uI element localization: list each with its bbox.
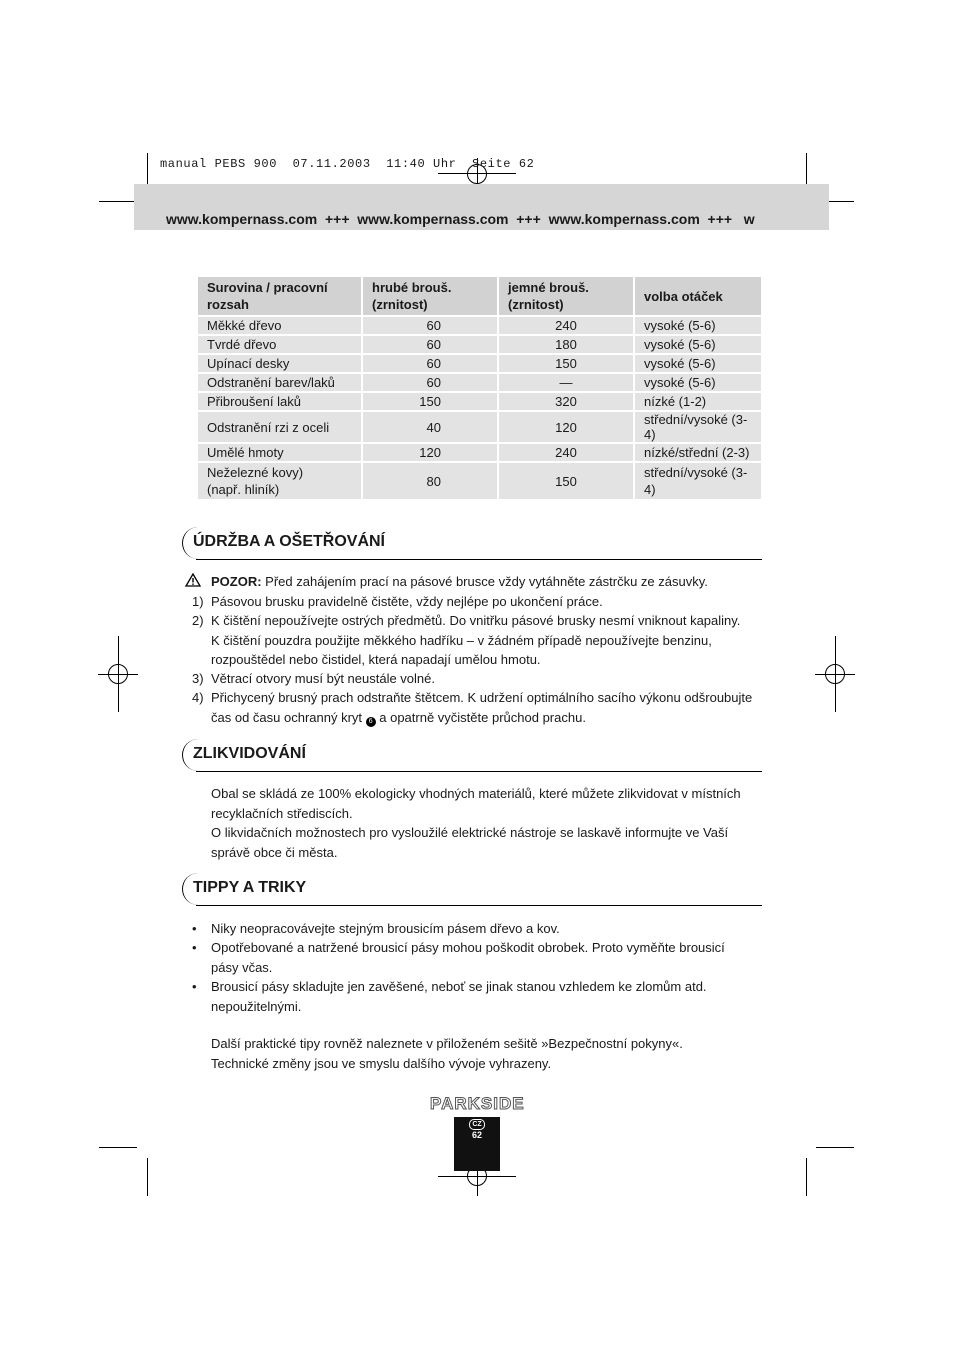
list-item-number: 3) bbox=[192, 671, 204, 686]
page-number: 62 bbox=[471, 1130, 482, 1140]
list-item-number: 1) bbox=[192, 594, 204, 609]
table-cell: Tvrdé dřevo bbox=[197, 335, 362, 354]
table-cell: 150 bbox=[498, 354, 634, 373]
website-banner bbox=[134, 184, 829, 230]
table-cell: 60 bbox=[362, 373, 498, 392]
table-cell: vysoké (5-6) bbox=[634, 316, 762, 335]
disposal-paragraph: Obal se skládá ze 100% ekologicky vhodných materiálů, které můžete zlikvidovat v místních recyklačních střediscích. O likvidačních možnostech pro vysloužilé elektrické nástroje se laskavě informujte ve Vaší správě obce či města. bbox=[211, 786, 741, 860]
table-row bbox=[197, 373, 762, 392]
table-cell: střední/vysoké (3-4) bbox=[634, 411, 762, 443]
column-header: volba otáček bbox=[634, 276, 762, 316]
page-badge bbox=[454, 1117, 500, 1171]
table-cell: 180 bbox=[498, 335, 634, 354]
table-cell: 240 bbox=[498, 443, 634, 462]
heading-rule bbox=[196, 559, 762, 560]
registration-mark bbox=[108, 664, 128, 684]
column-header: hrubé brouš. (zrnitost) bbox=[362, 276, 498, 316]
table-row bbox=[197, 354, 762, 373]
part-marker-icon: 6 bbox=[366, 717, 376, 727]
bullet-icon: • bbox=[192, 921, 197, 936]
table-cell: Měkké dřevo bbox=[197, 316, 362, 335]
heading-rule bbox=[196, 771, 762, 772]
table-cell: Umělé hmoty bbox=[197, 443, 362, 462]
list-item: Brousicí pásy skladujte jen zavěšené, neboť se jinak stanou vzhledem ke zlomům atd. nepoužitelnými. bbox=[211, 979, 707, 1014]
crop-mark bbox=[816, 1147, 854, 1148]
table-cell: 60 bbox=[362, 316, 498, 335]
table-cell: nízké (1-2) bbox=[634, 392, 762, 411]
table-row bbox=[197, 443, 762, 462]
section-heading-tips bbox=[182, 873, 762, 905]
bullet-icon: • bbox=[192, 940, 197, 955]
section-title: TIPPY A TRIKY bbox=[193, 879, 307, 896]
parkside-logo: PARKSIDE bbox=[430, 1094, 525, 1113]
heading-rule bbox=[196, 905, 762, 906]
crop-mark bbox=[806, 1158, 807, 1196]
section-title: ZLIKVIDOVÁNÍ bbox=[193, 745, 306, 762]
table-cell: střední/vysoké (3-4) bbox=[634, 462, 762, 500]
table-cell: 80 bbox=[362, 462, 498, 500]
list-item-number: 4) bbox=[192, 690, 204, 705]
table-cell: vysoké (5-6) bbox=[634, 354, 762, 373]
table-cell: 240 bbox=[498, 316, 634, 335]
list-item: K čištění nepoužívejte ostrých předmětů. Do vnitřku pásové brusky nesmí vniknout kapaliny. K čištění pouzdra použijte měkkého hadříku – v žádném případě nepoužívejte benzinu, rozpouštědel nebo čistidel, která napadají umělou hmotu. bbox=[211, 613, 741, 667]
table-cell: 60 bbox=[362, 335, 498, 354]
table-cell: vysoké (5-6) bbox=[634, 335, 762, 354]
list-item: Pásovou brusku pravidelně čistěte, vždy nejlépe po ukončení práce. bbox=[211, 594, 603, 609]
table-cell: vysoké (5-6) bbox=[634, 373, 762, 392]
crop-mark bbox=[147, 1158, 148, 1196]
table-cell: 150 bbox=[498, 462, 634, 500]
section-heading-disposal bbox=[182, 739, 762, 771]
banner-text: www.kompernass.com +++ www.kompernass.com +++ www.kompernass.com +++ w bbox=[166, 211, 755, 227]
closing-paragraph: Další praktické tipy rovněž naleznete v přiloženém sešitě »Bezpečnostní pokyny«. Technické změny jsou ve smyslu dalšího vývoje vyhrazeny. bbox=[211, 1036, 683, 1071]
table-cell: Upínací desky bbox=[197, 354, 362, 373]
list-item: Větrací otvory musí být neustále volné. bbox=[211, 671, 435, 686]
print-slug: manual PEBS 900 07.11.2003 11:40 Uhr Seite 62 bbox=[160, 157, 535, 171]
crop-mark bbox=[99, 1147, 137, 1148]
section-title: ÚDRŽBA A OŠETŘOVÁNÍ bbox=[193, 533, 385, 550]
column-header: jemné brouš. (zrnitost) bbox=[498, 276, 634, 316]
table-cell: — bbox=[498, 373, 634, 392]
grit-speed-table bbox=[196, 275, 763, 501]
bullet-icon: • bbox=[192, 979, 197, 994]
table-row bbox=[197, 392, 762, 411]
list-item: Přichycený brusný prach odstraňte štětcem. K udržení optimálního sacího výkonu odšroubujte čas od času ochranný kryt 6 a opatrně vyčistěte průchod prachu. bbox=[211, 690, 753, 725]
list-item-number: 2) bbox=[192, 613, 204, 628]
table-row bbox=[197, 411, 762, 443]
column-header: Surovina / pracovní rozsah bbox=[197, 276, 362, 316]
crop-mark bbox=[99, 201, 137, 202]
table-cell: Přibroušení laků bbox=[197, 392, 362, 411]
warning-icon bbox=[185, 573, 201, 592]
warning-text: POZOR: Před zahájením prací na pásové brusce vždy vytáhněte zástrčku ze zásuvky. bbox=[211, 574, 708, 589]
table-cell: 150 bbox=[362, 392, 498, 411]
table-cell: 120 bbox=[362, 443, 498, 462]
table-cell: 40 bbox=[362, 411, 498, 443]
table-cell: 320 bbox=[498, 392, 634, 411]
list-item: Niky neopracovávejte stejným brousicím pásem dřevo a kov. bbox=[211, 921, 560, 936]
table-row bbox=[197, 316, 762, 335]
table-cell: nízké/střední (2-3) bbox=[634, 443, 762, 462]
table-header-row bbox=[197, 276, 762, 316]
section-heading-maintenance bbox=[182, 527, 762, 559]
registration-mark bbox=[825, 664, 845, 684]
table-cell: 60 bbox=[362, 354, 498, 373]
table-cell: Odstranění rzi z oceli bbox=[197, 411, 362, 443]
table-cell: Odstranění barev/laků bbox=[197, 373, 362, 392]
table-cell: 120 bbox=[498, 411, 634, 443]
list-item: Opotřebované a natržené brousicí pásy mohou poškodit obrobek. Proto vyměňte brousicí pásy včas. bbox=[211, 940, 725, 975]
table-cell: Neželezné kovy) (např. hliník) bbox=[197, 462, 362, 500]
table-row bbox=[197, 335, 762, 354]
country-code: CZ bbox=[469, 1119, 485, 1130]
table-row bbox=[197, 462, 762, 500]
